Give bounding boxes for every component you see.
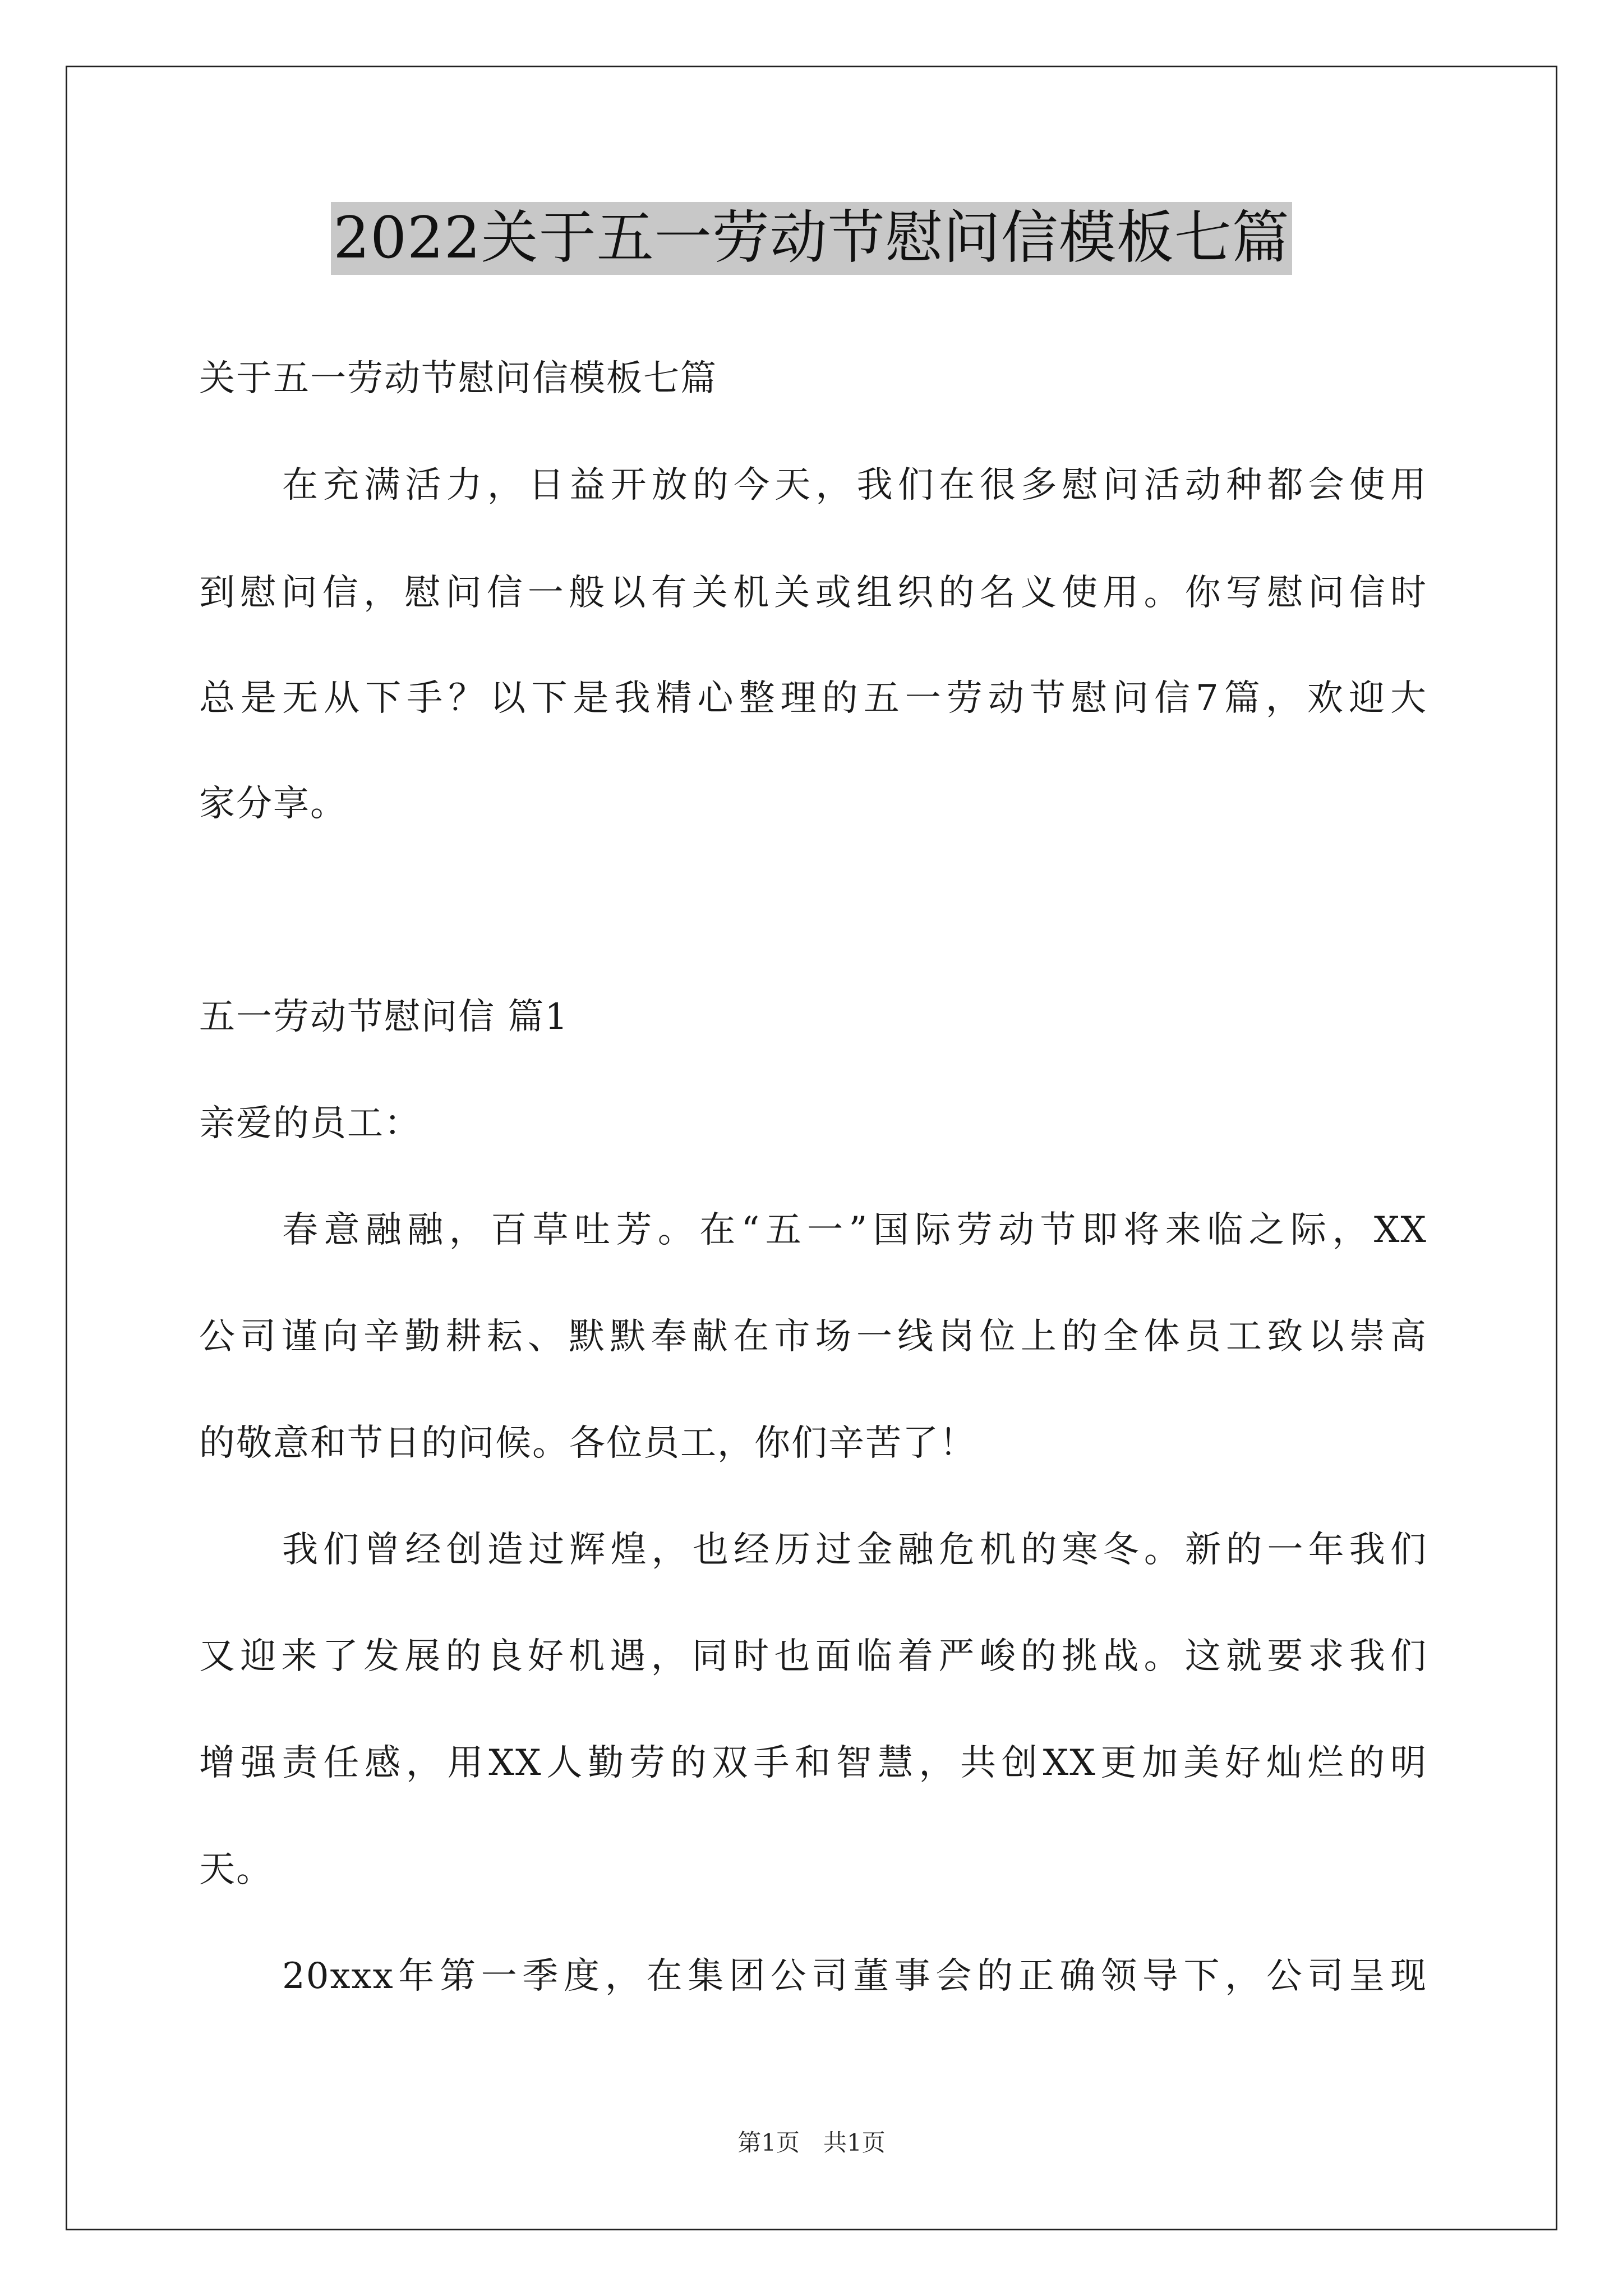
paragraph-line: 公司谨向辛勤耕耘、默默奉献在市场一线岗位上的全体员工致以崇高 (199, 1316, 1427, 1358)
intro-line: 家分享。 (199, 783, 347, 825)
document-title: 2022关于五一劳动节慰问信模板七篇 (331, 202, 1292, 275)
paragraph-line: 春意融融，百草吐芳。在“五一”国际劳动节即将来临之际，XX (282, 1209, 1427, 1251)
paragraph-line: 又迎来了发展的良好机遇，同时也面临着严峻的挑战。这就要求我们 (199, 1636, 1427, 1677)
section-heading: 五一劳动节慰问信 篇1 (199, 996, 569, 1038)
paragraph-line: 天。 (199, 1849, 273, 1890)
intro-line: 在充满活力，日益开放的今天，我们在很多慰问活动种都会使用 (282, 464, 1427, 506)
paragraph-line: 我们曾经创造过辉煌，也经历过金融危机的寒冬。新的一年我们 (282, 1529, 1427, 1571)
paragraph-line: 增强责任感，用XX人勤劳的双手和智慧，共创XX更加美好灿烂的明 (199, 1742, 1427, 1784)
salutation: 亲爱的员工： (199, 1103, 421, 1144)
paragraph-line: 20xxx年第一季度，在集团公司董事会的正确领导下，公司呈现 (282, 1955, 1427, 1997)
intro-line: 总是无从下手？以下是我精心整理的五一劳动节慰问信7篇，欢迎大 (199, 678, 1427, 719)
paragraph-line: 的敬意和节日的问候。各位员工，你们辛苦了！ (199, 1423, 976, 1464)
intro-line: 到慰问信，慰问信一般以有关机关或组织的名义使用。你写慰问信时 (199, 572, 1427, 614)
subtitle: 关于五一劳动节慰问信模板七篇 (199, 358, 717, 399)
page-footer: 第1页 共1页 (737, 2129, 886, 2156)
title-container (0, 202, 1623, 275)
